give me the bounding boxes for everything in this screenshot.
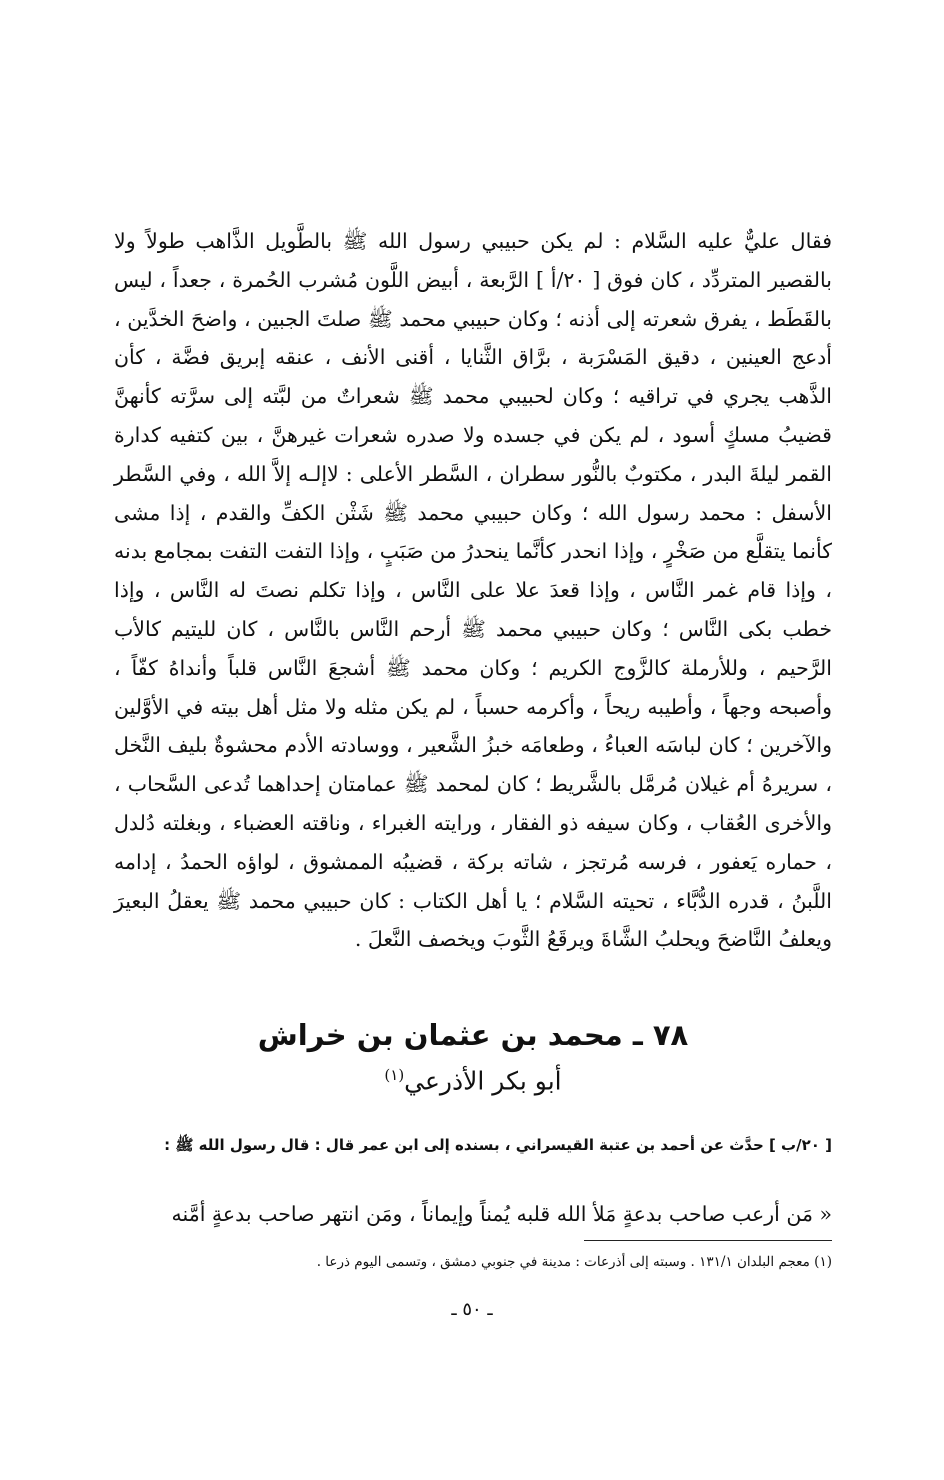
main-text-block bbox=[114, 222, 832, 959]
entry-subtitle: أبو بكر الأذرعي bbox=[404, 1066, 562, 1096]
entry-heading bbox=[114, 1014, 832, 1100]
footnote-divider bbox=[584, 1240, 832, 1241]
page-number: ـ ٥٠ ـ bbox=[451, 1299, 493, 1320]
entry-title: ٧٨ ـ محمد بن عثمان بن خراش bbox=[257, 1018, 689, 1052]
body-paragraph: فقال عليٌّ عليه السَّلام : لم يكن حبيبي رسول الله ﷺ بالطَّويل الذَّاهب طولاً ولا بالقصير المتردِّد ، كان فوق [ ٢٠/أ ] الرَّبعة ، أبيض اللَّون مُشرب الحُمرة ، جعداً ، ليس بالقَطَط ، يفرق شعرته إلى أذنه ؛ وكان حبيبي محمد ﷺ صلتَ الجبين ، واضحَ الخدَّين ، أدعج العينين ، دقيق المَسْرَبة ، برَّاق الثَّنايا ، أقنى الأنف ، عنقه إبريق فضَّة ، كأن الذَّهب يجري في تراقيه ؛ وكان لحبيبي محمد ﷺ شعراتٌ من لبَّته إلى سرَّته كأنهنَّ قضيبُ مسكٍ أسود ، لم يكن في جسده ولا صدره شعرات غيرهنَّ ، بين كتفيه كدارة القمر ليلةَ البدر ، مكتوبٌ بالنُّور سطران ، السَّطر الأعلى : لاإلـه إلاَّ الله ، وفي السَّطر الأسفل : محمد رسول الله ؛ وكان حبيبي محمد ﷺ شَثْن الكفِّ والقدم ، إذا مشى كأنما يتقلَّع من صَخْرٍ ، وإذا انحدر كأنَّما ينحدرُ من صَبَبٍ ، وإذا التفت التفت بمجامع بدنه ، وإذا قام غمر النَّاس ، وإذا قعدَ علا على النَّاس ، وإذا تكلم نصتَ له النَّاس ، وإذا خطب بكى النَّاس ؛ وكان حبيبي محمد ﷺ أرحم النَّاس بالنَّاس ، كان لليتيم كالأب الرَّحيم ، وللأرملة كالزَّوج الكريم ؛ وكان محمد ﷺ أشجعَ النَّاس قلباً وأنداهُ كفّاً ، وأصبحه وجهاً ، وأطيبه ريحاً ، وأكرمه حسباً ، لم يكن مثله ولا مثل أهل بيته في الأوَّلين والآخرين ؛ كان لباسَه العباءُ ، وطعامَه خبزُ الشَّعير ، ووسادته الأدم محشوةٌ بليف النَّخل ، سريرهُ أم غيلان مُرمَّل بالشَّريط ؛ كان لمحمد ﷺ عمامتان إحداهما تُدعى السَّحاب ، والأخرى العُقاب ، وكان سيفه ذو الفقار ، ورايته الغبراء ، وناقته العضباء ، وبغلته دُلدل ، حماره يَعفور ، فرسه مُرتجز ، شاته بركة ، قضيبُه الممشوق ، لواؤه الحمدُ ، إدامه اللَّبنُ ، قدره الدُّبَّاء ، تحيته السَّلام ؛ يا أهل الكتاب : كان حبيبي محمد ﷺ يعقلُ البعيرَ ويعلفُ النَّاضحَ ويحلبُ الشَّاةَ ويرقَعُ الثَّوبَ ويخصف النَّعلَ . bbox=[114, 229, 832, 952]
footnote: (١) معجم البلدان ١٣١/١ . وسبته إلى أذرعات : مدينة في جنوبي دمشق ، وتسمى اليوم ذرعا . bbox=[316, 1254, 832, 1270]
hadith-text: « مَن أرعب صاحب بدعةٍ مَلأ الله قلبه يُمناً وإيماناً ، ومَن انتهر صاحب بدعةٍ أمَّنه bbox=[171, 1202, 832, 1226]
entry-subtitle-line bbox=[114, 1056, 832, 1100]
footnote-marker: (١) bbox=[384, 1066, 405, 1084]
isnad-text: [ ٢٠/ب ] حدَّث عن أحمد بن عتبة القيسراني ، بسنده إلى ابن عمر قال : قال رسول الله ﷺ : bbox=[164, 1136, 832, 1154]
